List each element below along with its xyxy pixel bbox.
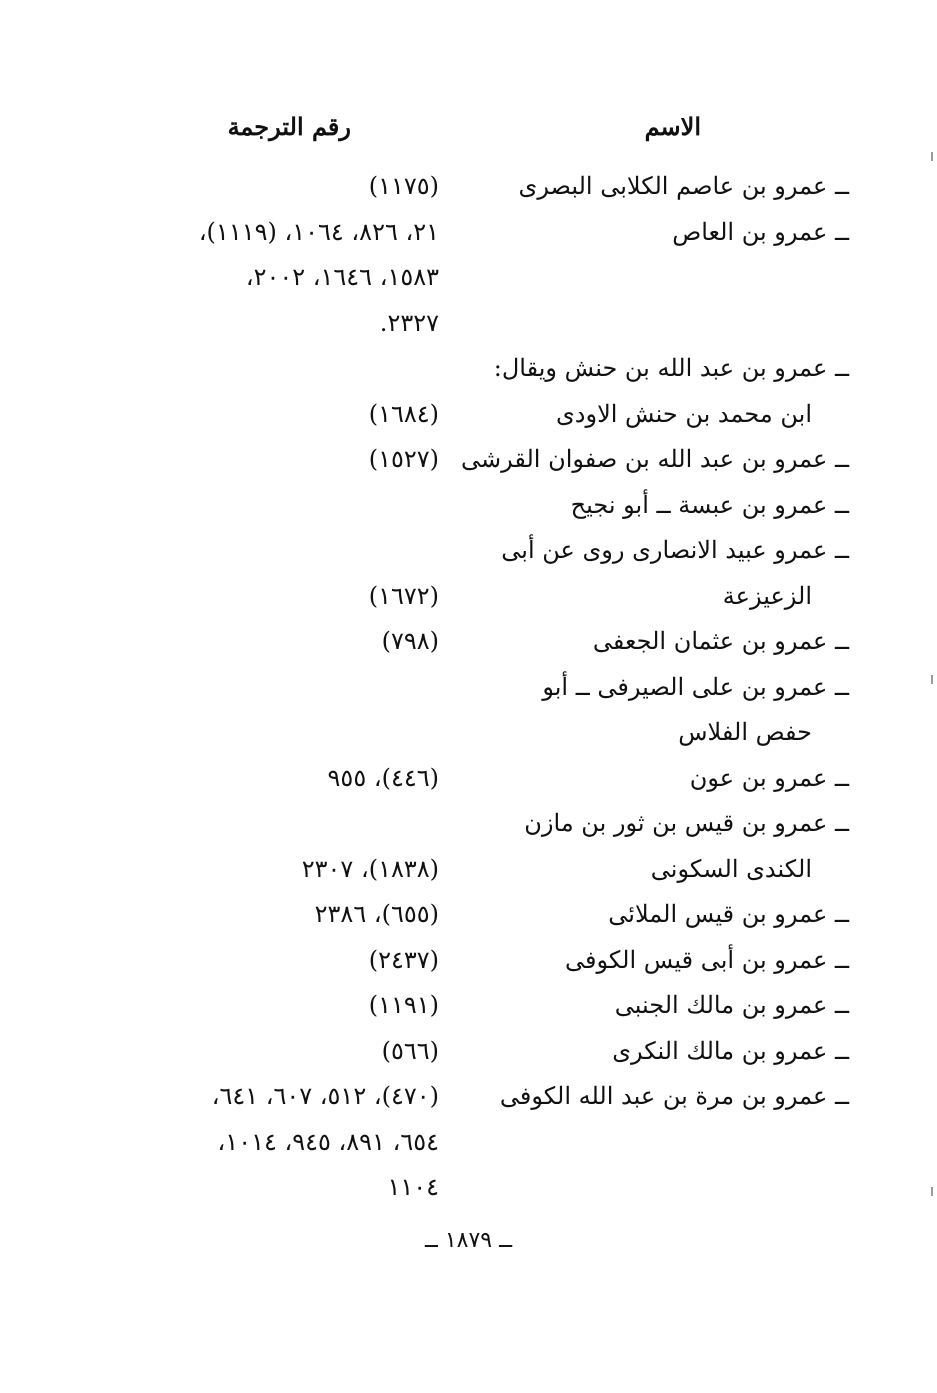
entry-name: ــ عمرو بن عاصم الكلابى البصرى xyxy=(518,172,849,200)
index-line xyxy=(0,983,937,1029)
entry-name: ــ عمرو بن عون xyxy=(689,763,849,792)
entry-numbers: ١٥٨٣، ١٦٤٦، ٢٠٠٢، xyxy=(245,263,439,291)
entry-numbers: (١٦٨٤) xyxy=(368,399,439,428)
entry-numbers: ٢٣٢٧. xyxy=(379,308,439,337)
index-line xyxy=(0,1074,937,1120)
index-line xyxy=(0,619,937,665)
entry-name-continuation: الكندى السكونى xyxy=(650,854,812,883)
entry-numbers: (١٦٧٢) xyxy=(368,581,439,610)
name-column-header: الاسم xyxy=(644,112,701,141)
index-line xyxy=(0,255,937,301)
entry-name: ــ عمرو بن على الصيرفى ــ أبو xyxy=(542,672,849,701)
entry-name: ــ عمرو عبيد الانصارى روى عن أبى xyxy=(501,536,849,564)
index-line xyxy=(0,301,937,347)
index-line xyxy=(0,574,937,620)
entry-numbers: (١١٩١) xyxy=(368,991,439,1019)
page-number: ــ ١٨٧٩ ــ xyxy=(424,1228,513,1253)
index-line xyxy=(0,346,937,392)
entry-name: ــ عمرو بن أبى قيس الكوفى xyxy=(565,945,849,974)
entry-numbers: ٦٥٤، ٨٩١، ٩٤٥، ١٠١٤، xyxy=(217,1127,439,1156)
entry-name-continuation: الزعيزعة xyxy=(722,581,812,610)
index-entries xyxy=(0,164,937,1211)
index-line xyxy=(0,847,937,893)
index-line xyxy=(0,1029,937,1075)
index-line xyxy=(0,483,937,529)
entry-name-continuation: حفص الفلاس xyxy=(678,718,812,746)
index-line xyxy=(0,392,937,438)
entry-numbers: ١١٠٤ xyxy=(387,1173,439,1201)
entry-numbers: (١٥٢٧) xyxy=(368,445,439,473)
entry-numbers: (٥٦٦) xyxy=(381,1036,439,1065)
index-line xyxy=(0,210,937,256)
index-line xyxy=(0,938,937,984)
entry-name: ــ عمرو بن عثمان الجعفى xyxy=(592,627,849,655)
entry-name: ــ عمرو بن مرة بن عبد الله الكوفى xyxy=(499,1082,849,1110)
index-line xyxy=(0,801,937,847)
index-line xyxy=(0,1165,937,1211)
index-line xyxy=(0,437,937,483)
index-line xyxy=(0,710,937,756)
entry-name: ــ عمرو بن عبسة ــ أبو نجيح xyxy=(570,490,849,519)
entry-name: ــ عمرو بن العاص xyxy=(672,217,849,246)
entry-name-continuation: ابن محمد بن حنش الاودى xyxy=(556,399,812,428)
entry-numbers: (٢٤٣٧) xyxy=(368,945,439,974)
entry-numbers: (١٨٣٨)، ٢٣٠٧ xyxy=(301,854,439,883)
entry-numbers: (١١٧٥) xyxy=(368,172,439,200)
entry-name: ــ عمرو بن مالك الجنبى xyxy=(614,991,849,1019)
index-line xyxy=(0,665,937,711)
index-line xyxy=(0,528,937,574)
entry-numbers: (٦٥٥)، ٢٣٨٦ xyxy=(314,900,439,928)
index-line xyxy=(0,892,937,938)
index-line xyxy=(0,1120,937,1166)
entry-name: ــ عمرو بن عبد الله بن صفوان القرشى xyxy=(460,445,849,473)
entry-name: ــ عمرو بن عبد الله بن حنش ويقال: xyxy=(493,354,849,382)
entry-numbers: (٧٩٨) xyxy=(381,627,439,655)
entry-name: ــ عمرو بن مالك النكرى xyxy=(612,1036,849,1065)
number-column-header: رقم الترجمة xyxy=(227,112,351,141)
index-line xyxy=(0,756,937,802)
entry-numbers: ٢١، ٨٢٦، ١٠٦٤، (١١١٩)، xyxy=(198,217,439,246)
margin-mark xyxy=(931,1187,933,1196)
entry-numbers: (٤٤٦)، ٩٥٥ xyxy=(327,763,439,792)
index-line xyxy=(0,164,937,210)
margin-mark xyxy=(931,675,933,684)
margin-mark xyxy=(931,152,933,161)
entry-name: ــ عمرو بن قيس الملائى xyxy=(608,900,849,928)
entry-numbers: (٤٧٠)، ٥١٢، ٦٠٧، ٦٤١، xyxy=(211,1082,439,1110)
entry-name: ــ عمرو بن قيس بن ثور بن مازن xyxy=(524,809,849,837)
